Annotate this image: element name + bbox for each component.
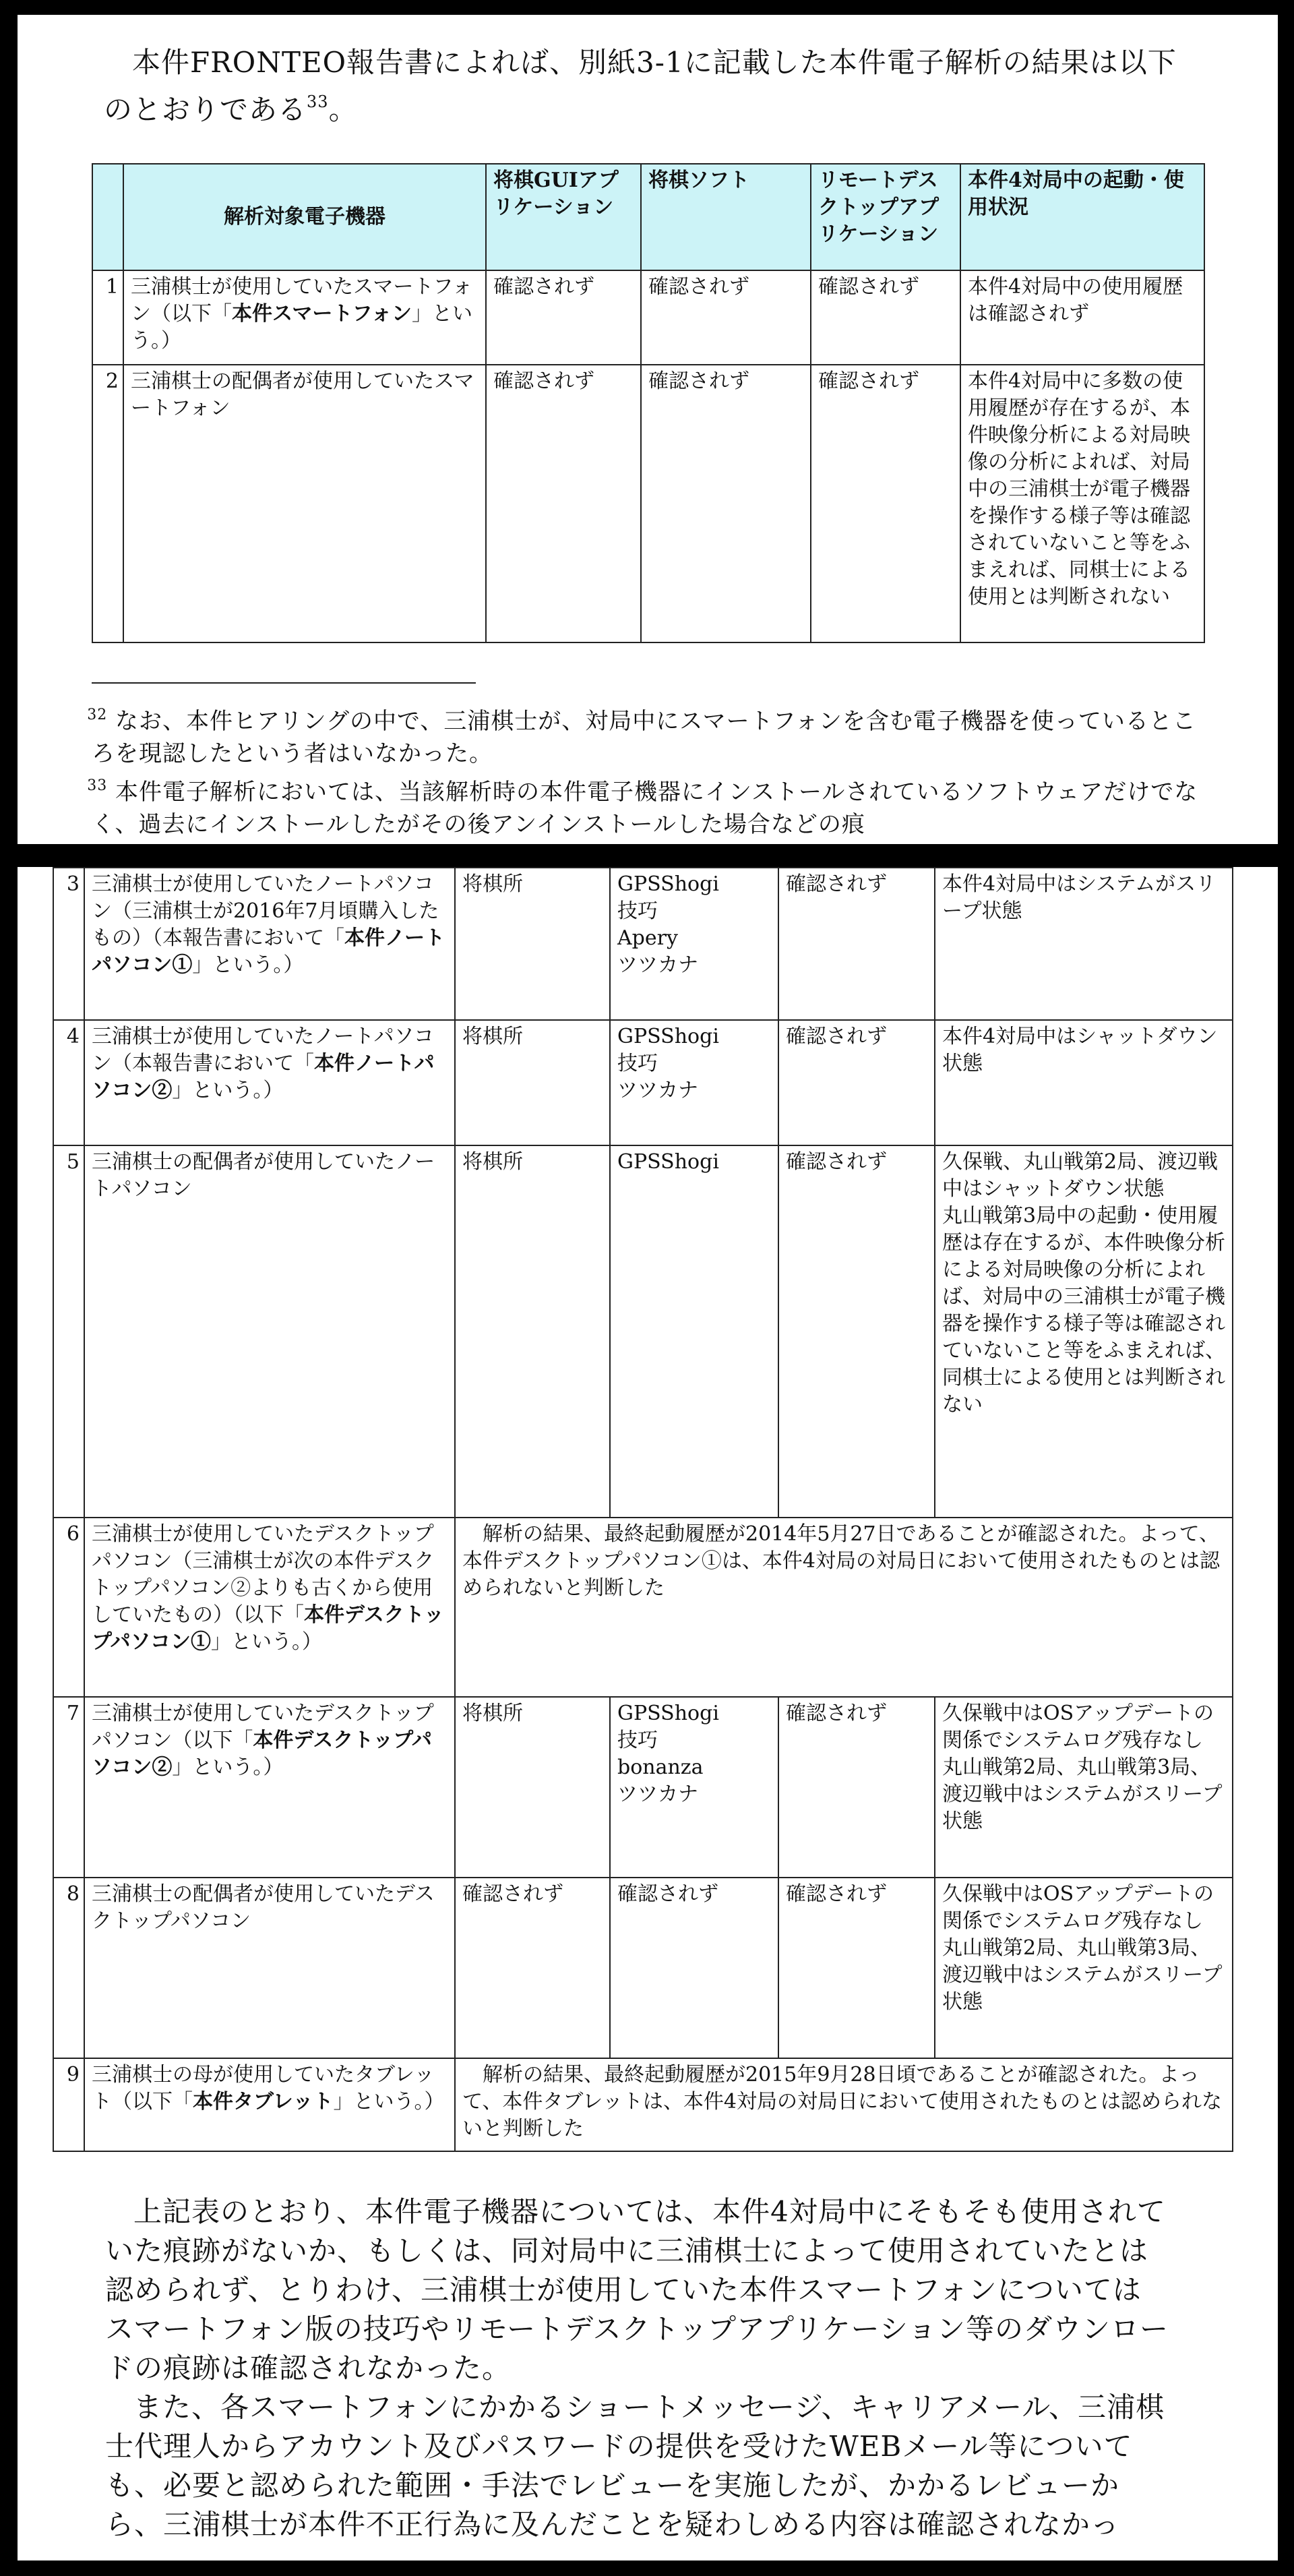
gui-cell: 将棋所: [455, 1145, 610, 1518]
status-cell: 本件4対局中の使用履歴は確認されず: [960, 270, 1204, 365]
gui-cell: 将棋所: [455, 1697, 610, 1878]
device-cell: 三浦棋士が使用していたノートパソコン（本報告書において「本件ノートパソコン②」という。）: [84, 1020, 455, 1145]
table-row: [53, 868, 1233, 1020]
footnote-32: $^{32}$ なお、本件ヒアリングの中で、三浦棋士が、対局中にスマートフォンを含む電子機器を使っているところを現認したという者はいなかった。: [87, 707, 1196, 767]
header-target-device: 解析対象電子機器: [123, 164, 486, 270]
soft-cell: 確認されず: [610, 1878, 778, 2058]
table-row: [53, 1518, 1233, 1697]
row-number: 6: [53, 1518, 84, 1697]
gui-cell: 確認されず: [486, 270, 641, 365]
table-row: [53, 1020, 1233, 1145]
remote-cell: 確認されず: [778, 1020, 935, 1145]
body-paragraphs: [105, 2192, 1170, 2544]
table-row: [53, 1697, 1233, 1878]
soft-cell: 確認されず: [641, 365, 811, 642]
row-number: 3: [53, 868, 84, 1020]
row-number: 8: [53, 1878, 84, 2058]
remote-cell: 確認されず: [811, 270, 960, 365]
row-number: 2: [92, 365, 123, 642]
gui-cell: 将棋所: [455, 1020, 610, 1145]
remote-cell: 確認されず: [778, 1697, 935, 1878]
table-row: [92, 270, 1204, 365]
header-shogi-soft: 将棋ソフト: [641, 164, 811, 270]
gui-cell: 将棋所: [455, 868, 610, 1020]
remote-cell: 確認されず: [778, 1878, 935, 2058]
header-usage-status: 本件4対局中の起動・使用状況: [960, 164, 1204, 270]
soft-cell: GPSShogi: [610, 1145, 778, 1518]
status-cell: 久保戦中はOSアップデートの関係でシステムログ残存なし 丸山戦第2局、丸山戦第3局、渡辺戦中はシステムがスリープ状態: [935, 1697, 1233, 1878]
footnote-divider: [92, 682, 476, 684]
merged-result-cell: 解析の結果、最終起動履歴が2014年5月27日であることが確認された。よって、本件デスクトップパソコン①は、本件4対局の対局日において使用されたものとは認められないと判断した: [455, 1518, 1233, 1697]
device-cell: 三浦棋士が使用していたデスクトップパソコン（三浦棋士が次の本件デスクトップパソコン②よりも古くから使用していたもの）（以下「本件デスクトップパソコン①」という。）: [84, 1518, 455, 1697]
footnote-33: $^{33}$ 本件電子解析においては、当該解析時の本件電子機器にインストールされているソフトウェアだけでなく、過去にインストールしたがその後アンインストールした場合などの痕: [87, 777, 1198, 838]
remote-cell: 確認されず: [778, 868, 935, 1020]
header-remote-app: リモートデスクトップアプリケーション: [811, 164, 960, 270]
status-cell: 本件4対局中はシャットダウン状態: [935, 1020, 1233, 1145]
gui-cell: 確認されず: [486, 365, 641, 642]
soft-cell: GPSShogi 技巧 bonanza ツツカナ: [610, 1697, 778, 1878]
table-row: [53, 1145, 1233, 1518]
status-cell: 本件4対局中に多数の使用履歴が存在するが、本件映像分析による対局映像の分析によれば、対局中の三浦棋士が電子機器を操作する様子等は確認されていないこと等をふまえれば、同棋士による使用とは判断されない: [960, 365, 1204, 642]
status-cell: 本件4対局中はシステムがスリープ状態: [935, 868, 1233, 1020]
header-num: [92, 164, 123, 270]
paragraph-1: 上記表のとおり、本件電子機器については、本件4対局中にそもそも使用されていた痕跡がないか、もしくは、同対局中に三浦棋士によって使用されていたとは認められず、とりわけ、三浦棋士が使用していた本件スマートフォンについてはスマートフォン版の技巧やリモートデスクトップアプリケーション等のダウンロードの痕跡は確認されなかった。: [105, 2195, 1169, 2385]
gui-cell: 確認されず: [455, 1878, 610, 2058]
footnotes: [87, 699, 1204, 841]
remote-cell: 確認されず: [778, 1145, 935, 1518]
status-cell: 久保戦中はOSアップデートの関係でシステムログ残存なし 丸山戦第2局、丸山戦第3局、渡辺戦中はシステムがスリープ状態: [935, 1878, 1233, 2058]
document-page-1: [18, 15, 1278, 844]
soft-cell: GPSShogi 技巧 Apery ツツカナ: [610, 868, 778, 1020]
row-number: 1: [92, 270, 123, 365]
intro-text: 本件FRONTEO報告書によれば、別紙3-1に記載した本件電子解析の結果は以下のとおりである: [104, 46, 1177, 126]
intro-end: 。: [328, 93, 358, 126]
device-cell: 三浦棋士の配偶者が使用していたデスクトップパソコン: [84, 1878, 455, 2058]
footnote-ref-33: 33: [307, 92, 329, 111]
status-cell: 久保戦、丸山戦第2局、渡辺戦中はシャットダウン状態 丸山戦第3局中の起動・使用履歴は存在するが、本件映像分析による対局映像の分析によれば、対局中の三浦棋士が電子機器を操作する様子等は確認されていないこと等をふまえれば、同棋士による使用とは判断されない: [935, 1145, 1233, 1518]
document-page-2: [18, 867, 1278, 2560]
soft-cell: 確認されず: [641, 270, 811, 365]
header-gui-app: 将棋GUIアプリケーション: [486, 164, 641, 270]
table-header-row: [92, 164, 1204, 270]
soft-cell: GPSShogi 技巧 ツツカナ: [610, 1020, 778, 1145]
table-row: [53, 1878, 1233, 2058]
table-row: [53, 2058, 1233, 2151]
table-row: [92, 365, 1204, 642]
merged-result-cell: 解析の結果、最終起動履歴が2015年9月28日頃であることが確認された。よって、本件タブレットは、本件4対局の対局日において使用されたものとは認められないと判断した: [455, 2058, 1233, 2151]
remote-cell: 確認されず: [811, 365, 960, 642]
intro-paragraph: [104, 43, 1197, 129]
row-number: 9: [53, 2058, 84, 2151]
device-cell: 三浦棋士の配偶者が使用していたスマートフォン: [123, 365, 486, 642]
device-cell: 三浦棋士が使用していたスマートフォン（以下「本件スマートフォン」という。）: [123, 270, 486, 365]
device-cell: 三浦棋士の配偶者が使用していたノートパソコン: [84, 1145, 455, 1518]
row-number: 7: [53, 1697, 84, 1878]
device-cell: 三浦棋士が使用していたデスクトップパソコン（以下「本件デスクトップパソコン②」という。）: [84, 1697, 455, 1878]
device-cell: 三浦棋士が使用していたノートパソコン（三浦棋士が2016年7月頃購入したもの）（本報告書において「本件ノートパソコン①」という。）: [84, 868, 455, 1020]
row-number: 4: [53, 1020, 84, 1145]
analysis-table-part2: [53, 867, 1233, 2152]
paragraph-2: また、各スマートフォンにかかるショートメッセージ、キャリアメール、三浦棋士代理人からアカウント及びパスワードの提供を受けたWEBメール等についても、必要と認められた範囲・手法でレビューを実施したが、かかるレビューから、三浦棋士が本件不正行為に及んだことを疑わしめる内容は確認されなかっ: [105, 2391, 1165, 2541]
device-cell: 三浦棋士の母が使用していたタブレット（以下「本件タブレット」という。）: [84, 2058, 455, 2151]
row-number: 5: [53, 1145, 84, 1518]
analysis-table-part1: [92, 163, 1205, 643]
